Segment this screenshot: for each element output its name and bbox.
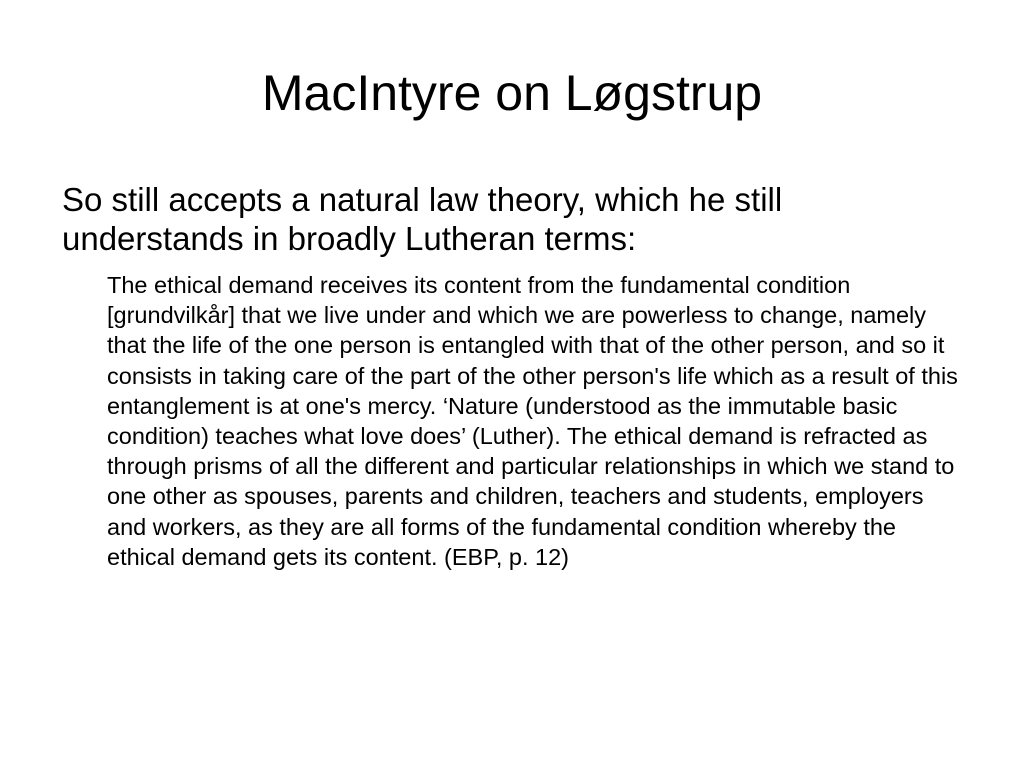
slide-bullet-text: So still accepts a natural law theory, which he still understands in broadly Lutheran terms:	[62, 181, 783, 257]
slide-title: MacIntyre on Løgstrup	[261, 65, 763, 121]
slide-quote-text: The ethical demand receives its content from the fundamental condition [grundvilkår] that we live under and which we are powerless to change, namely that the life of the one person is entangled with that of the other person, and so it consists in taking care of the part of the other person's life which as a result of this entanglement is at one's mercy. ‘Nature (understood as the immutable basic condition) teaches what love does’ (Luther). The ethical demand is refracted as through prisms of all the different and particular relationships in which we stand to one other as spouses, parents and children, teachers and students, employers and workers, as they are all forms of the fundamental condition whereby the ethical demand gets its content. (EBP, p. 12)	[107, 272, 958, 570]
